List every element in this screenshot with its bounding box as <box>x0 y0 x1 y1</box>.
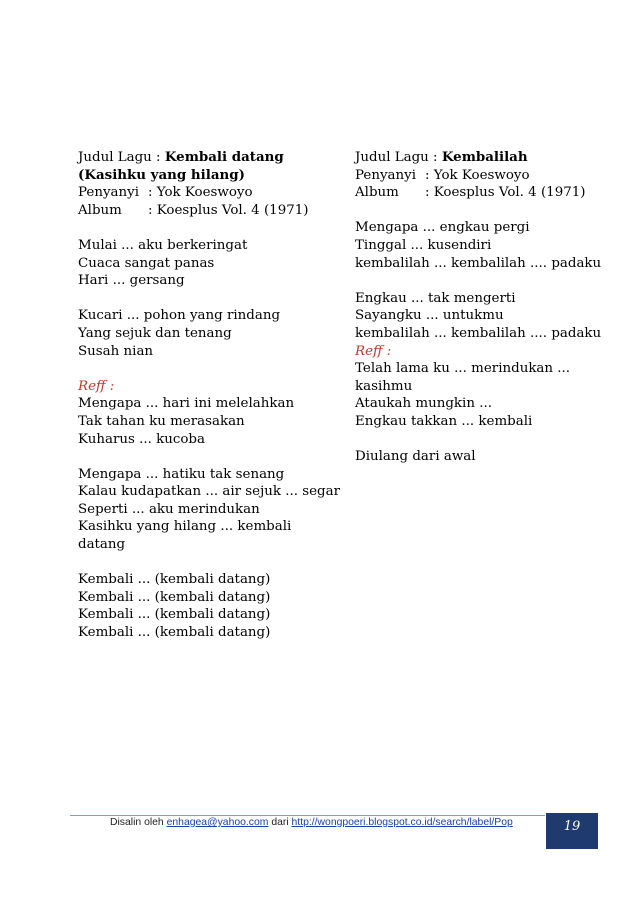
lyric-line: Tinggal ... kusendiri <box>355 237 492 253</box>
lyric-line: Sayangku ... untukmu <box>355 308 504 324</box>
footer-middle: dari <box>268 817 292 828</box>
album-line <box>355 184 595 202</box>
lyric-line: Seperti ... aku merindukan <box>78 501 260 517</box>
lyric-line: Kuharus ... kucoba <box>78 431 205 447</box>
lyric-line: Kucari ... pohon yang rindang <box>78 308 281 324</box>
lyric-line: Ataukah mungkin ... <box>355 396 492 412</box>
album-label: Album <box>78 202 122 218</box>
lyric-line: kembalilah ... kembalilah .... padaku <box>355 325 602 341</box>
singer-line <box>78 184 328 202</box>
lyric-line: Cuaca sangat panas <box>78 255 215 271</box>
album-label: Album <box>355 185 399 201</box>
lyric-line: Kembali ... (kembali datang) <box>78 607 271 623</box>
page-number-box <box>546 813 598 849</box>
singer-value: : Yok Koeswoyo <box>148 185 253 201</box>
album-line <box>78 202 328 220</box>
lyric-line: kasihmu <box>355 378 413 394</box>
singer-line <box>355 167 595 185</box>
lyric-line: Mengapa ... hari ini melelahkan <box>78 396 295 412</box>
left-song <box>78 149 341 642</box>
footer-credit <box>110 817 513 828</box>
title-label: Judul Lagu : <box>78 150 165 165</box>
song-title: Kembali datang <box>164 149 284 165</box>
page-number: 19 <box>563 819 581 834</box>
lyric-line: Kalau kudapatkan ... air sejuk ... segar <box>78 484 341 500</box>
lyric-line: Hari ... gersang <box>78 273 185 289</box>
right-title-line <box>355 149 595 167</box>
lyric-line: Mengapa ... hatiku tak senang <box>78 466 285 482</box>
lyric-line: Tak tahan ku merasakan <box>78 413 245 429</box>
singer-label: Penyanyi <box>355 167 416 183</box>
lyric-line: kembalilah ... kembalilah .... padaku <box>355 255 602 271</box>
album-value: : Koesplus Vol. 4 (1971) <box>425 185 586 201</box>
footer-divider <box>70 815 545 816</box>
lyric-line: Kembali ... (kembali datang) <box>78 572 271 588</box>
lyric-line: Kembali ... (kembali datang) <box>78 625 271 641</box>
left-title-line <box>78 149 328 167</box>
lyric-line: Telah lama ku ... merindukan ... <box>355 361 571 377</box>
lyric-line: Engkau ... tak mengerti <box>355 290 516 306</box>
lyric-line: Kasihku yang hilang ... kembali <box>78 519 292 535</box>
reff-label: Reff : <box>78 378 115 394</box>
song-subtitle: (Kasihku yang hilang) <box>78 166 245 183</box>
lyric-line: Mulai ... aku berkeringat <box>78 237 248 253</box>
outro-line: Diulang dari awal <box>355 449 476 465</box>
lyric-line: datang <box>78 537 126 553</box>
song-title: Kembalilah <box>441 149 528 165</box>
footer-prefix: Disalin oleh <box>110 817 167 828</box>
source-url-link[interactable]: http://wongpoeri.blogspot.co.id/search/label/Pop <box>291 817 513 828</box>
lyric-line: Engkau takkan ... kembali <box>355 413 533 429</box>
lyric-line: Mengapa ... engkau pergi <box>355 220 530 236</box>
reff-label: Reff : <box>355 343 392 359</box>
title-label: Judul Lagu : <box>355 150 442 165</box>
right-song <box>355 149 602 466</box>
singer-label: Penyanyi <box>78 185 139 201</box>
lyric-line: Kembali ... (kembali datang) <box>78 589 271 605</box>
lyric-line: Susah nian <box>78 343 154 359</box>
album-value: : Koesplus Vol. 4 (1971) <box>148 202 309 218</box>
singer-value: : Yok Koeswoyo <box>425 167 530 183</box>
email-link[interactable]: enhagea@yahoo.com <box>166 817 269 828</box>
lyric-line: Yang sejuk dan tenang <box>78 325 232 341</box>
